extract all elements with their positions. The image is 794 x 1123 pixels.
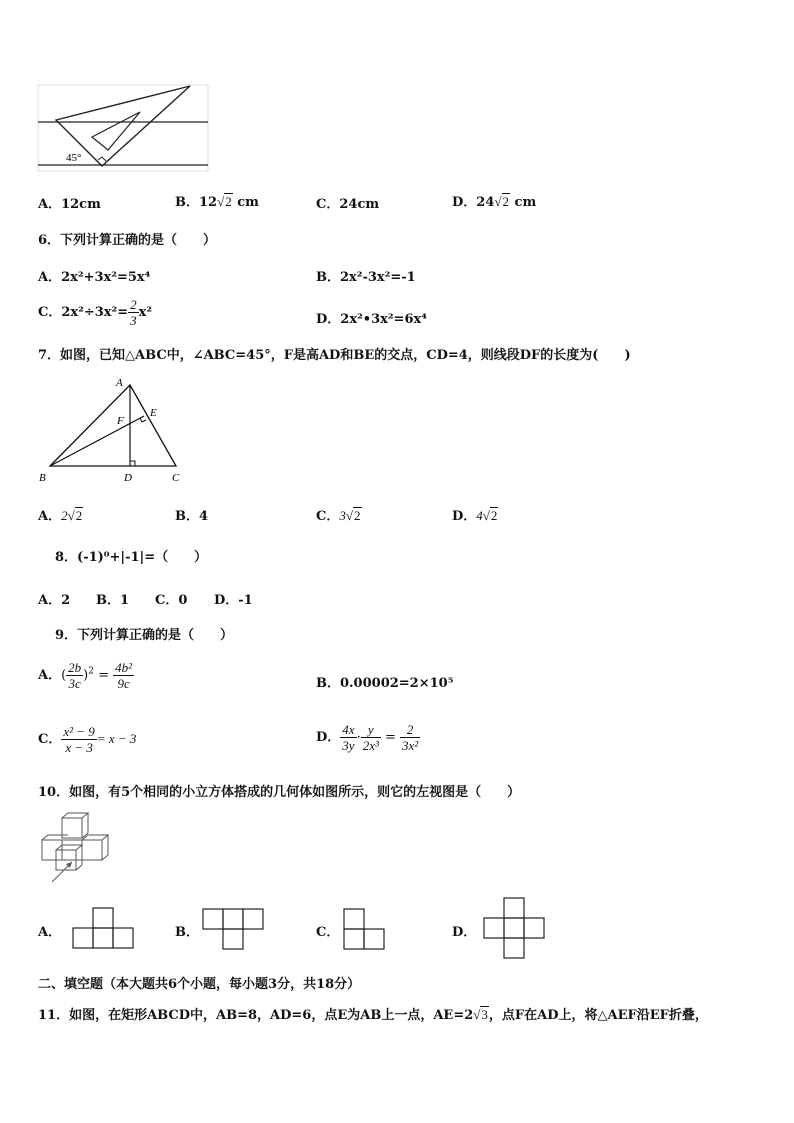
- q8-option-b: B．1: [96, 593, 130, 608]
- q10-option-b-figure: [202, 908, 264, 950]
- q9-option-c: C． $\frac{\text{x² − 9}}{x - 3}$ = x − 3: [38, 724, 137, 755]
- q10-stem: 10．如图，有5个相同的小立方体搭成的几何体如图所示，则它的左视图是（ ）: [38, 785, 521, 800]
- point-f-label: F: [117, 415, 124, 427]
- vertex-b-label: B: [39, 472, 46, 484]
- cube-solid-figure: [38, 812, 128, 884]
- point-e-label: E: [150, 407, 157, 419]
- q7-option-d: D．4√2: [452, 508, 498, 524]
- point-d-label: D: [124, 472, 132, 484]
- q11-stem: 11．如图，在矩形ABCD中，AB=8，AD=6，点E为AB上一点，AE=2√3，点F在AD上，将△AEF沿EF折叠，: [38, 1007, 708, 1023]
- q6-stem: 6．下列计算正确的是（ ）: [38, 233, 217, 248]
- q5-option-b: B．12√2 cm: [175, 194, 259, 210]
- vertex-c-label: C: [172, 472, 180, 484]
- q9-stem: 9．下列计算正确的是（ ）: [55, 628, 234, 643]
- q10-option-d: D．: [452, 925, 477, 940]
- set-square-figure: [36, 84, 211, 174]
- q8-stem: 8．(-1)⁰+|-1|=（ ）: [55, 550, 208, 565]
- q10-option-c-figure: [343, 908, 385, 950]
- q9-option-b: B．0.00002=2×10⁵: [316, 676, 454, 691]
- q7-option-c: C．3√2: [316, 508, 361, 524]
- q8-option-d: D．-1: [214, 593, 253, 608]
- section-title: 二、填空题（本大题共6个小题，每小题3分，共18分）: [38, 977, 361, 992]
- vertex-a-label: A: [116, 377, 123, 389]
- q9-option-d: D． $\frac{4x}{3y}$ · $\frac{y}{\text{2x³}}$ = $\frac{2}{\text{3x²}}$: [316, 722, 419, 753]
- q5-option-c: C．24cm: [316, 197, 380, 212]
- q10-option-d-figure: [483, 897, 545, 959]
- q5-option-d: D．24√2 cm: [452, 194, 537, 210]
- q7-stem: 7．如图，已知△ABC中，∠ABC=45°，F是高AD和BE的交点，CD=4，则线段DF的长度为( ): [38, 348, 631, 363]
- q5-option-a: A．12cm: [38, 197, 101, 212]
- q6-option-b: B．2x²-3x²=-1: [316, 270, 416, 285]
- q6-option-a: A．2x²+3x²=5x⁴: [38, 270, 151, 285]
- triangle-figure: [36, 374, 196, 486]
- q10-option-a: A．: [38, 925, 62, 940]
- q9-option-a: A．( $\frac{2b}{3c}$ )$^2$ = $\frac{\text{4b²}}{9c}$: [38, 660, 133, 691]
- q6-option-c: C．2x²÷3x²= $\frac{2}{3}$ x²: [38, 297, 153, 328]
- q10-option-c: C．: [316, 925, 340, 940]
- q7-option-b: B．4: [175, 509, 209, 524]
- q10-option-b: B．: [175, 925, 199, 940]
- q6-option-d: D．2x²•3x²=6x⁴: [316, 312, 427, 327]
- angle-label: 45°: [66, 152, 82, 164]
- q10-option-a-figure: [72, 907, 134, 949]
- q8-option-a: A．2: [38, 593, 71, 608]
- q7-option-a: A．2√2: [38, 508, 83, 524]
- q8-option-c: C．0: [155, 593, 188, 608]
